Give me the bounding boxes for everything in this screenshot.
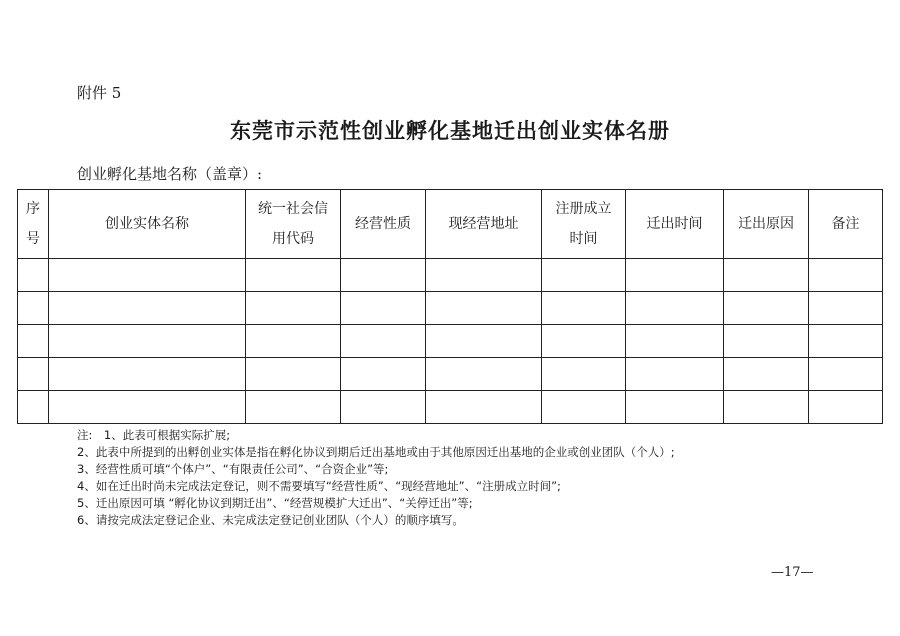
document-title: 东莞市示范性创业孵化基地迁出创业实体名册 [230, 119, 670, 143]
note-line: 6、请按完成法定登记企业、未完成法定登记创业团队（个人）的顺序填写。 [77, 513, 464, 527]
table-cell[interactable] [542, 358, 626, 391]
header-business-nature: 经营性质 [341, 190, 426, 259]
table-cell[interactable] [341, 292, 426, 325]
table-cell[interactable] [49, 391, 246, 424]
header-exit-date: 迁出时间 [626, 190, 724, 259]
header-current-address: 现经营地址 [426, 190, 542, 259]
table-cell[interactable] [724, 325, 809, 358]
table-cell[interactable] [809, 391, 883, 424]
table-cell[interactable] [626, 358, 724, 391]
header-exit-reason: 迁出原因 [724, 190, 809, 259]
table-row [18, 259, 883, 292]
table-cell[interactable] [246, 259, 341, 292]
table-cell[interactable] [18, 292, 49, 325]
table-cell[interactable] [426, 391, 542, 424]
table-cell[interactable] [426, 325, 542, 358]
table-cell[interactable] [626, 325, 724, 358]
table-cell[interactable] [49, 292, 246, 325]
table-cell[interactable] [626, 292, 724, 325]
note-line: 2、此表中所提到的出孵创业实体是指在孵化协议到期后迁出基地或由于其他原因迁出基地的企业或创业团队（个人）; [77, 445, 675, 459]
table-cell[interactable] [246, 325, 341, 358]
table-cell[interactable] [18, 358, 49, 391]
table-cell[interactable] [246, 292, 341, 325]
table-cell[interactable] [426, 358, 542, 391]
table-cell[interactable] [18, 259, 49, 292]
header-remarks: 备注 [809, 190, 883, 259]
header-registration-date: 注册成立时间 [542, 190, 626, 259]
table-cell[interactable] [809, 358, 883, 391]
table-cell[interactable] [724, 259, 809, 292]
table-cell[interactable] [626, 391, 724, 424]
table-cell[interactable] [49, 325, 246, 358]
table-cell[interactable] [542, 391, 626, 424]
table-cell[interactable] [49, 259, 246, 292]
table-cell[interactable] [426, 292, 542, 325]
table-cell[interactable] [724, 391, 809, 424]
table-cell[interactable] [809, 259, 883, 292]
table-row [18, 325, 883, 358]
table-cell[interactable] [542, 292, 626, 325]
header-entity-name: 创业实体名称 [49, 190, 246, 259]
table-cell[interactable] [426, 259, 542, 292]
table-cell[interactable] [246, 358, 341, 391]
table-cell[interactable] [724, 292, 809, 325]
note-line: 3、经营性质可填“个体户”、“有限责任公司”、“合资企业”等; [77, 462, 389, 476]
table-cell[interactable] [341, 358, 426, 391]
table-cell[interactable] [626, 259, 724, 292]
table-cell[interactable] [341, 325, 426, 358]
table-cell[interactable] [18, 325, 49, 358]
header-serial: 序号 [18, 190, 49, 259]
table-cell[interactable] [809, 292, 883, 325]
header-credit-code: 统一社会信用代码 [246, 190, 341, 259]
table-row [18, 292, 883, 325]
table-cell[interactable] [542, 325, 626, 358]
table-cell[interactable] [341, 391, 426, 424]
page-number: —17— [771, 565, 814, 580]
table-cell[interactable] [246, 391, 341, 424]
table-cell[interactable] [341, 259, 426, 292]
table-row [18, 391, 883, 424]
table-cell[interactable] [724, 358, 809, 391]
base-name-label: 创业孵化基地名称（盖章）: [77, 165, 263, 183]
note-line: 4、如在迁出时尚未完成法定登记，则不需要填写“经营性质”、“现经营地址”、“注册成立时间”; [77, 479, 561, 493]
table-cell[interactable] [18, 391, 49, 424]
annex-label: 附件 5 [77, 84, 122, 102]
notes-section [77, 427, 675, 529]
note-line: 注: 1、此表可根据实际扩展; [77, 428, 231, 442]
table-cell[interactable] [542, 259, 626, 292]
table-cell[interactable] [809, 325, 883, 358]
register-table [17, 189, 883, 424]
table-row [18, 358, 883, 391]
table-header-row [18, 190, 883, 259]
table-cell[interactable] [49, 358, 246, 391]
note-line: 5、迁出原因可填 “孵化协议到期迁出”、“经营规模扩大迁出”、“关停迁出”等; [77, 496, 473, 510]
